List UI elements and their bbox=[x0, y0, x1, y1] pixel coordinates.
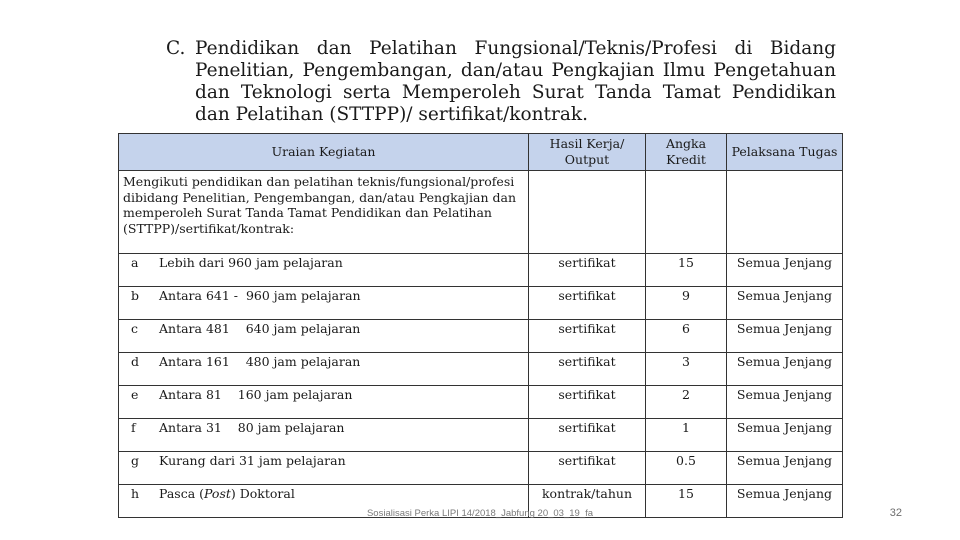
row-pelaksana: Semua Jenjang bbox=[727, 419, 843, 452]
row-output: sertifikat bbox=[529, 452, 646, 485]
row-pelaksana: Semua Jenjang bbox=[727, 386, 843, 419]
section-letter: C. bbox=[166, 38, 186, 59]
page-number: 32 bbox=[889, 507, 902, 519]
row-description bbox=[119, 452, 529, 485]
row-desc-text: Antara 161 480 jam pelajaran bbox=[159, 354, 361, 369]
row-letter: g bbox=[131, 453, 140, 468]
table-row bbox=[119, 419, 843, 452]
row-desc-text: Antara 31 80 jam pelajaran bbox=[159, 420, 345, 435]
row-output: sertifikat bbox=[529, 353, 646, 386]
header-hasil: Hasil Kerja/ Output bbox=[529, 134, 646, 171]
row-letter: e bbox=[131, 387, 139, 402]
row-kredit: 3 bbox=[646, 353, 727, 386]
row-letter: c bbox=[131, 321, 139, 336]
row-description bbox=[119, 419, 529, 452]
table-row bbox=[119, 452, 843, 485]
row-pelaksana: Semua Jenjang bbox=[727, 320, 843, 353]
row-desc-text: Antara 641 - 960 jam pelajaran bbox=[159, 288, 361, 303]
row-letter: h bbox=[131, 486, 140, 501]
row-letter: d bbox=[131, 354, 140, 369]
row-kredit: 15 bbox=[646, 254, 727, 287]
row-pelaksana: Semua Jenjang bbox=[727, 452, 843, 485]
row-kredit: 0.5 bbox=[646, 452, 727, 485]
table-row bbox=[119, 353, 843, 386]
row-description bbox=[119, 353, 529, 386]
row-description bbox=[119, 320, 529, 353]
header-pelaksana: Pelaksana Tugas bbox=[727, 134, 843, 171]
row-kredit: 6 bbox=[646, 320, 727, 353]
table-header-row bbox=[119, 134, 843, 171]
row-desc-text: Antara 81 160 jam pelajaran bbox=[159, 387, 353, 402]
table-row bbox=[119, 254, 843, 287]
row-letter: a bbox=[131, 255, 139, 270]
row-output: sertifikat bbox=[529, 419, 646, 452]
row-kredit: 2 bbox=[646, 386, 727, 419]
table-row bbox=[119, 320, 843, 353]
row-output: kontrak/tahun bbox=[529, 485, 646, 518]
row-description bbox=[119, 386, 529, 419]
row-desc-text: Lebih dari 960 jam pelajaran bbox=[159, 255, 343, 270]
footer-text: Sosialisasi Perka LIPI 14/2018_Jabfung 20_03_19_fa bbox=[366, 508, 594, 519]
row-output: sertifikat bbox=[529, 386, 646, 419]
row-pelaksana: Semua Jenjang bbox=[727, 287, 843, 320]
row-output: sertifikat bbox=[529, 320, 646, 353]
table-row bbox=[119, 386, 843, 419]
row-desc-text: Kurang dari 31 jam pelajaran bbox=[159, 453, 346, 468]
row-output: sertifikat bbox=[529, 254, 646, 287]
row-description bbox=[119, 254, 529, 287]
row-output: sertifikat bbox=[529, 287, 646, 320]
row-kredit: 9 bbox=[646, 287, 727, 320]
header-uraian: Uraian Kegiatan bbox=[119, 134, 529, 171]
section-heading-text: Pendidikan dan Pelatihan Fungsional/Teknis/Profesi di Bidang Penelitian, Pengembangan, dan/atau Pengkajian Ilmu Pengetahuan dan Teknologi serta Memperoleh Surat Tanda Tamat Pendidikan dan Pelatihan (STTPP)/ sertifikat/kontrak. bbox=[195, 38, 836, 125]
post-italic: Post bbox=[204, 486, 231, 501]
row-kredit: 1 bbox=[646, 419, 727, 452]
header-angka: Angka Kredit bbox=[646, 134, 727, 171]
row-description bbox=[119, 287, 529, 320]
row-letter: b bbox=[131, 288, 140, 303]
credit-table bbox=[118, 133, 843, 518]
row-pelaksana: Semua Jenjang bbox=[727, 485, 843, 518]
row-letter: f bbox=[131, 420, 136, 435]
row-pelaksana: Semua Jenjang bbox=[727, 353, 843, 386]
table-row bbox=[119, 287, 843, 320]
row-pelaksana: Semua Jenjang bbox=[727, 254, 843, 287]
row-desc-text: Pasca (Post) Doktoral bbox=[159, 486, 295, 501]
row-kredit: 15 bbox=[646, 485, 727, 518]
section-heading bbox=[166, 38, 836, 126]
row-desc-text: Antara 481 640 jam pelajaran bbox=[159, 321, 361, 336]
intro-row bbox=[119, 171, 843, 254]
intro-text: Mengikuti pendidikan dan pelatihan teknis/fungsional/profesi dibidang Penelitian, Pengembangan, dan/atau Pengkajian dan memperoleh Surat Tanda Tamat Pendidikan dan Pelatihan (STTPP)/sertifikat/kontrak: bbox=[119, 171, 529, 254]
